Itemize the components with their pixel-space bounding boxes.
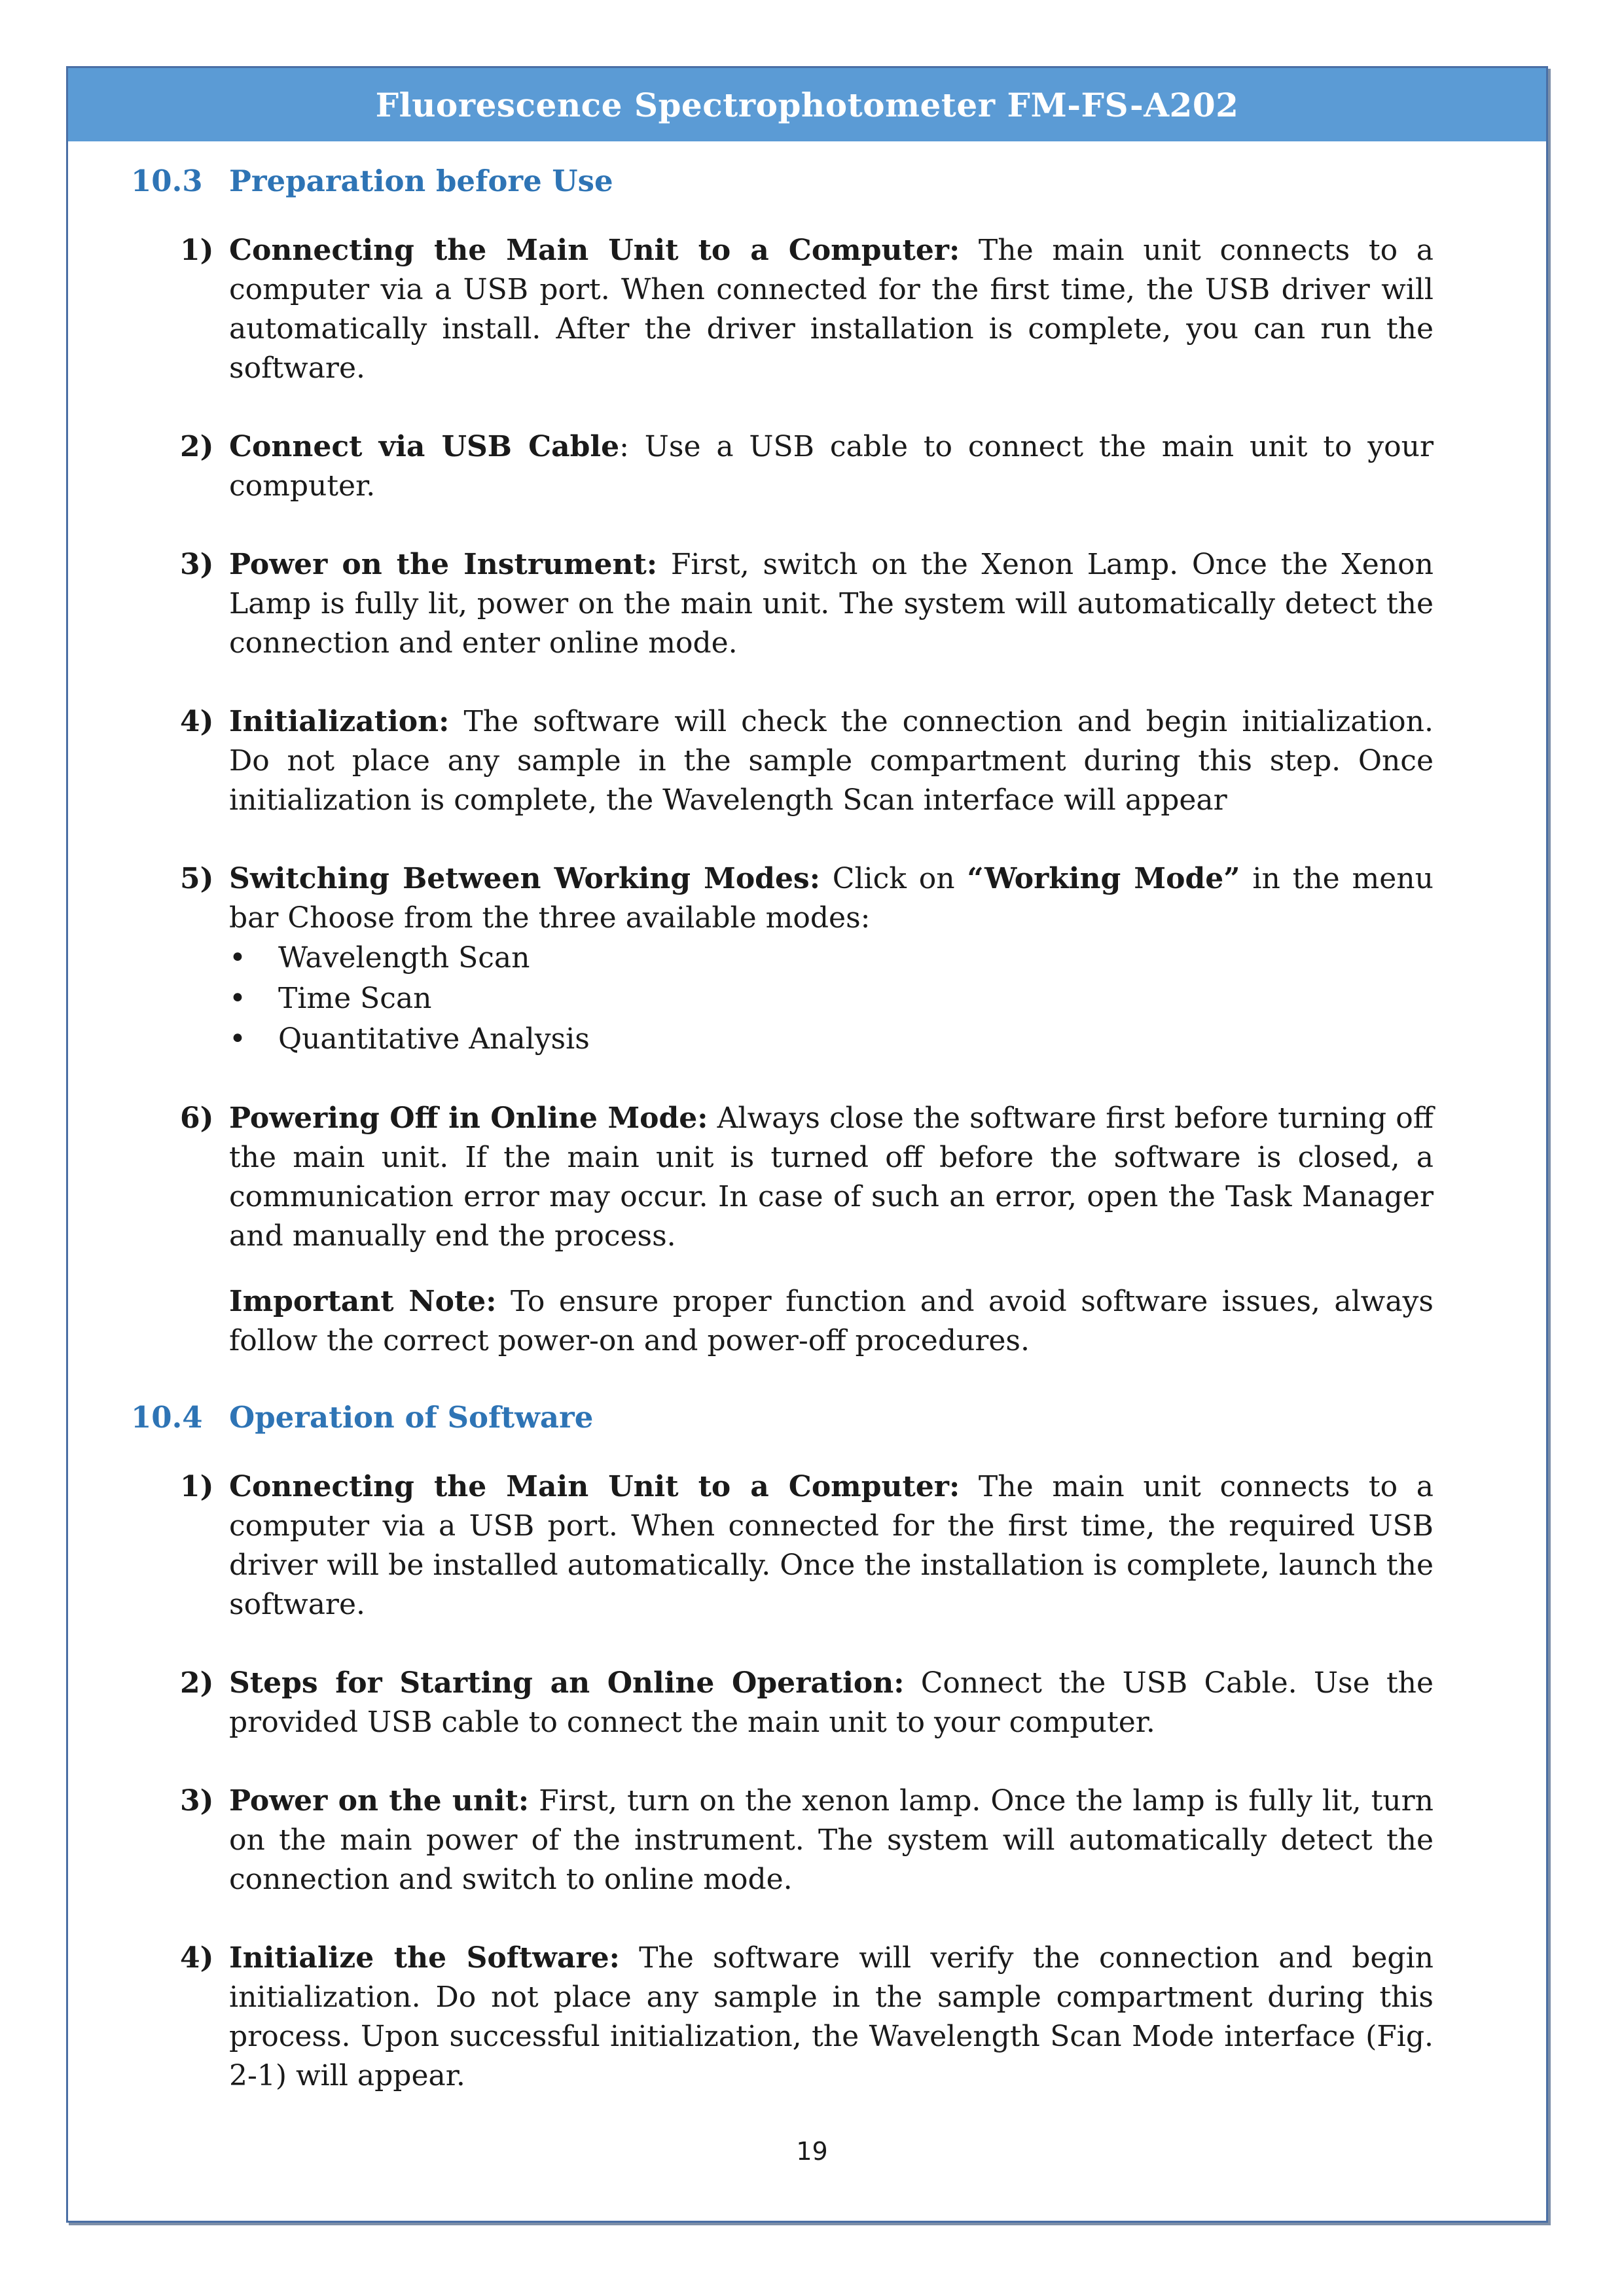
bullet-icon: • — [229, 982, 246, 1015]
bullet-icon: • — [229, 941, 246, 975]
important-note — [229, 1282, 1434, 1361]
note-text: To ensure proper function and avoid software issues, always follow the correct power-on and power-off procedures. — [229, 1285, 1434, 1357]
mode-list-item — [229, 938, 1434, 978]
list-item — [131, 427, 1434, 506]
list-item — [131, 231, 1434, 388]
mode-list-item — [229, 1019, 1434, 1060]
item-body — [229, 1939, 1434, 2096]
list-item — [131, 859, 1434, 1060]
section-preparation — [131, 164, 1434, 1361]
list-item — [131, 1664, 1434, 1742]
list-item — [131, 545, 1434, 663]
item-body — [229, 427, 1434, 506]
item-lead: Connecting the Main Unit to a Computer: — [229, 234, 960, 267]
list-item — [131, 1467, 1434, 1624]
item-body — [229, 859, 1434, 1060]
item-number: 4) — [180, 1941, 214, 1975]
item-number: 1) — [180, 1470, 214, 1503]
list-item — [131, 702, 1434, 820]
item-lead: Switching Between Working Modes: — [229, 862, 820, 895]
item-body — [229, 231, 1434, 388]
item-lead: Initialization: — [229, 705, 450, 738]
list-item — [131, 1099, 1434, 1361]
item-number: 5) — [180, 862, 214, 895]
item-text: The main unit connects to a computer via a USB port. When connected for the first time, the required USB driver will be installed automatically. Once the installation is complete, launch the software. — [229, 1470, 1434, 1621]
mode-label: Quantitative Analysis — [278, 1022, 590, 1056]
mode-label: Wavelength Scan — [278, 941, 530, 975]
item-number: 3) — [180, 548, 214, 581]
item-body — [229, 1782, 1434, 1899]
item-lead: Power on the Instrument: — [229, 548, 658, 581]
item-number: 4) — [180, 705, 214, 738]
item-lead: Powering Off in Online Mode: — [229, 1102, 708, 1135]
item-text: The main unit connects to a computer via a USB port. When connected for the first time, the USB driver will automatically install. After the driver installation is complete, you can run the software. — [229, 234, 1434, 385]
item-body — [229, 545, 1434, 663]
item-lead: Connecting the Main Unit to a Computer: — [229, 1470, 960, 1503]
section-title: Preparation before Use — [229, 164, 613, 198]
section-operation — [131, 1400, 1434, 2096]
section-number: 10.3 — [131, 164, 203, 198]
section-heading — [131, 164, 1434, 198]
item-text: in the menu bar Choose from the three available modes: — [229, 862, 1434, 935]
item-number: 2) — [180, 1666, 214, 1700]
item-body — [229, 702, 1434, 820]
quote-open: “ — [967, 862, 984, 895]
item-text: First, turn on the xenon lamp. Once the lamp is fully lit, turn on the main power of the instrument. The system will automatically detect the connection and switch to online mode. — [229, 1784, 1434, 1896]
item-number: 6) — [180, 1102, 214, 1135]
item-body — [229, 1467, 1434, 1624]
page-content — [131, 164, 1434, 2135]
item-lead: Initialize the Software: — [229, 1941, 620, 1975]
note-lead: Important Note: — [229, 1285, 497, 1318]
mode-list — [229, 938, 1434, 1060]
section-number: 10.4 — [131, 1400, 203, 1435]
item-number: 1) — [180, 234, 214, 267]
item-text: Connect the USB Cable. Use the provided USB cable to connect the main unit to your computer. — [229, 1666, 1434, 1739]
item-number: 3) — [180, 1784, 214, 1818]
list-item — [131, 1782, 1434, 1899]
mode-list-item — [229, 978, 1434, 1019]
item-body — [229, 1099, 1434, 1361]
item-number: 2) — [180, 430, 214, 463]
item-text: The software will check the connection and begin initialization. Do not place any sample in the sample compartment during this step. Once initialization is complete, the Wavelength Scan interface will appear — [229, 705, 1434, 817]
header-title: Fluorescence Spectrophotometer FM-FS-A202 — [375, 85, 1239, 124]
working-mode-emphasis: Working Mode — [984, 862, 1224, 895]
item-text: Click on — [820, 862, 967, 895]
item-text: Always close the software first before turning off the main unit. If the main unit is turned off before the software is closed, a communication error may occur. In case of such an error, open the Task Manager and manually end the process. — [229, 1102, 1434, 1253]
item-text: : Use a USB cable to connect the main unit to your computer. — [229, 430, 1434, 503]
list-item — [131, 1939, 1434, 2096]
section-heading — [131, 1400, 1434, 1435]
mode-label: Time Scan — [278, 982, 432, 1015]
item-text: First, switch on the Xenon Lamp. Once the Xenon Lamp is fully lit, power on the main unit. The system will automatically detect the connection and enter online mode. — [229, 548, 1434, 660]
section-title: Operation of Software — [229, 1400, 594, 1435]
quote-close: ” — [1223, 862, 1240, 895]
item-lead: Connect via USB Cable — [229, 430, 620, 463]
bullet-icon: • — [229, 1022, 246, 1056]
item-lead: Steps for Starting an Online Operation: — [229, 1666, 905, 1700]
page-number: 19 — [796, 2137, 828, 2166]
item-lead: Power on the unit: — [229, 1784, 530, 1818]
item-text: The software will verify the connection and begin initialization. Do not place any sample in the sample compartment during this process. Upon successful initialization, the Wavelength Scan Mode interface (Fig. 2-1) will appear. — [229, 1941, 1434, 2092]
item-body — [229, 1664, 1434, 1742]
page-header — [68, 68, 1546, 141]
